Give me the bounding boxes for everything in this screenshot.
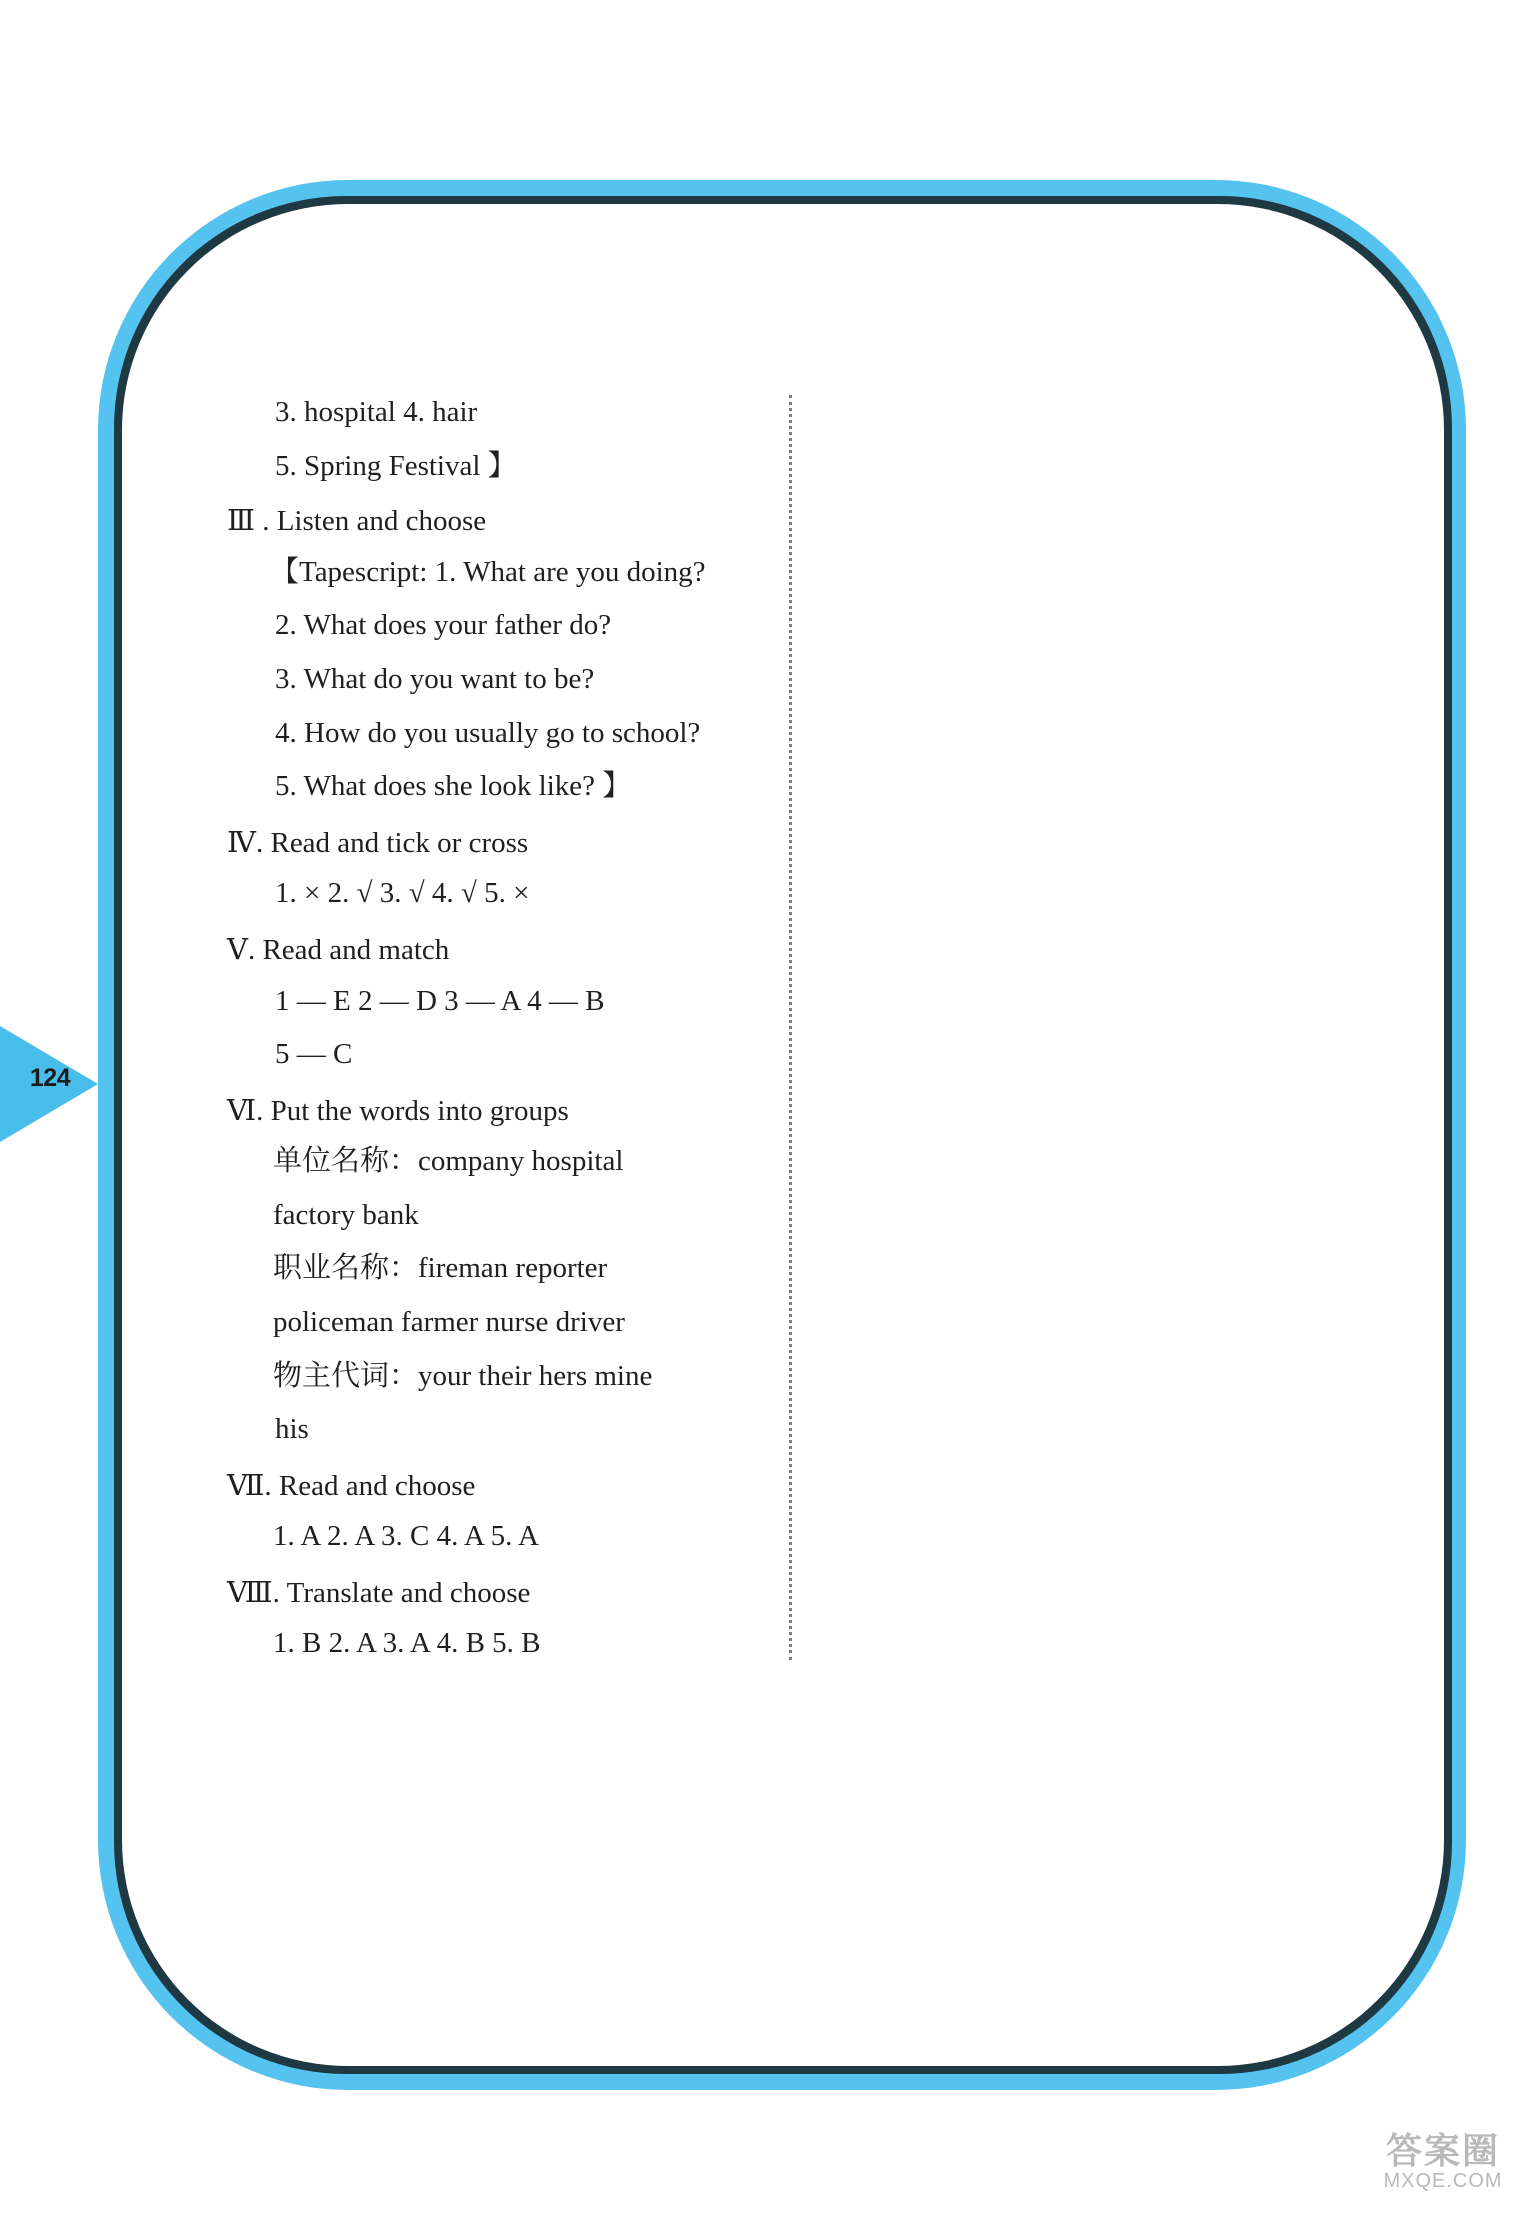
- section-heading: Ⅷ. Translate and choose: [227, 1577, 531, 1609]
- watermark: [1358, 2130, 1528, 2205]
- answer-line: 3. What do you want to be?: [275, 663, 595, 695]
- answer-line: 2. What does your father do?: [275, 609, 612, 641]
- answer-line: factory bank: [273, 1199, 419, 1231]
- answer-line: 【Tapescript: 1. What are you doing?: [270, 556, 706, 588]
- answer-line: 1. A 2. A 3. C 4. A 5. A: [273, 1520, 539, 1552]
- answer-line: 5 — C: [275, 1038, 353, 1070]
- watermark-top: 答案圈: [1385, 2130, 1500, 2171]
- section-heading: Ⅶ. Read and choose: [227, 1470, 476, 1502]
- answer-line: 单位名称：company hospital: [273, 1145, 624, 1177]
- answer-line: policeman farmer nurse driver: [273, 1306, 625, 1338]
- section-heading: Ⅳ. Read and tick or cross: [227, 827, 529, 859]
- answer-line: 4. How do you usually go to school?: [275, 717, 701, 749]
- section-heading: Ⅲ . Listen and choose: [227, 505, 487, 537]
- page-number: 124: [29, 1064, 71, 1092]
- answer-line: 5. Spring Festival 】: [275, 450, 517, 482]
- watermark-bottom: MXQE.COM: [1383, 2170, 1503, 2192]
- answer-line: 1 — E 2 — D 3 — A 4 — B: [275, 985, 605, 1017]
- answer-line: 3. hospital 4. hair: [275, 396, 478, 428]
- answer-line: 5. What does she look like? 】: [275, 770, 632, 802]
- answer-line: 职业名称：fireman reporter: [273, 1252, 608, 1284]
- section-heading: Ⅴ. Read and match: [227, 934, 450, 966]
- answer-line: 1. B 2. A 3. A 4. B 5. B: [273, 1627, 541, 1659]
- section-heading: Ⅵ. Put the words into groups: [227, 1095, 569, 1127]
- answer-line: 1. × 2. √ 3. √ 4. √ 5. ×: [275, 877, 530, 909]
- answer-line: his: [275, 1413, 309, 1445]
- answer-line: 物主代词：your their hers mine: [273, 1360, 653, 1392]
